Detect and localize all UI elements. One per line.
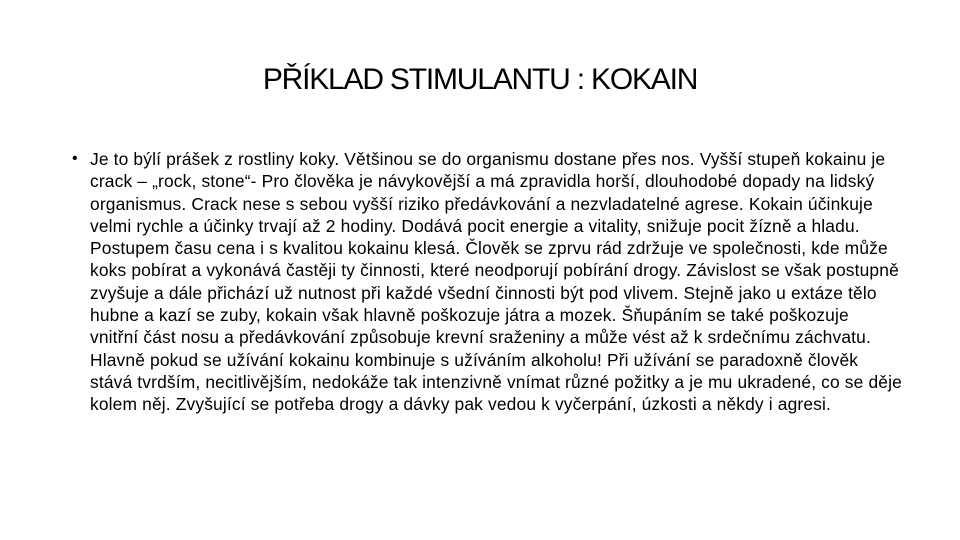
slide-title: PŘÍKLAD STIMULANTU : KOKAIN: [262, 63, 698, 96]
bullet-list: [72, 148, 902, 416]
bullet-text: Je to býlí prášek z rostliny koky. Většinou se do organismu dostane přes nos. Vyšší stupeň kokainu je crack – „rock, stone“- Pro člověka je návykovější a má zpravidla horší, dlouhodobé dopady na lidský organismus. Crack nese s sebou vyšší riziko předávkování a nezvladatelné agrese. Kokain účinkuje velmi rychle a účinky trvají až 2 hodiny. Dodává pocit energie a vitality, snižuje pocit žízně a hladu. Postupem času cena i s kvalitou kokainu klesá. Člověk se zprvu rád zdržuje ve společnosti, kde může koks pobírat a vykonává častěji ty činnosti, které neodporují pobírání drogy. Závislost se však postupně zvyšuje a dále přichází už nutnost při každé všední činnosti být pod vlivem. Stejně jako u extáze tělo hubne a kazí se zuby, kokain však hlavně poškozuje játra a mozek. Šňupáním se také poškozuje vnitřní část nosu a předávkování způsobuje krevní sraženiny a může vést až k srdečnímu záchvatu. Hlavně pokud se užívání kokainu kombinuje s užíváním alkoholu! Při užívání se paradoxně člověk stává tvrdším, necitlivějším, nedokáže tak intenzivně vnímat různé požitky a je mu ukradené, co se děje kolem něj. Zvyšující se potřeba drogy a dávky pak vedou k vyčerpání, úzkosti a někdy i agresi.: [90, 149, 902, 415]
bullet-icon: •: [72, 150, 78, 167]
bullet-item: [72, 148, 902, 416]
